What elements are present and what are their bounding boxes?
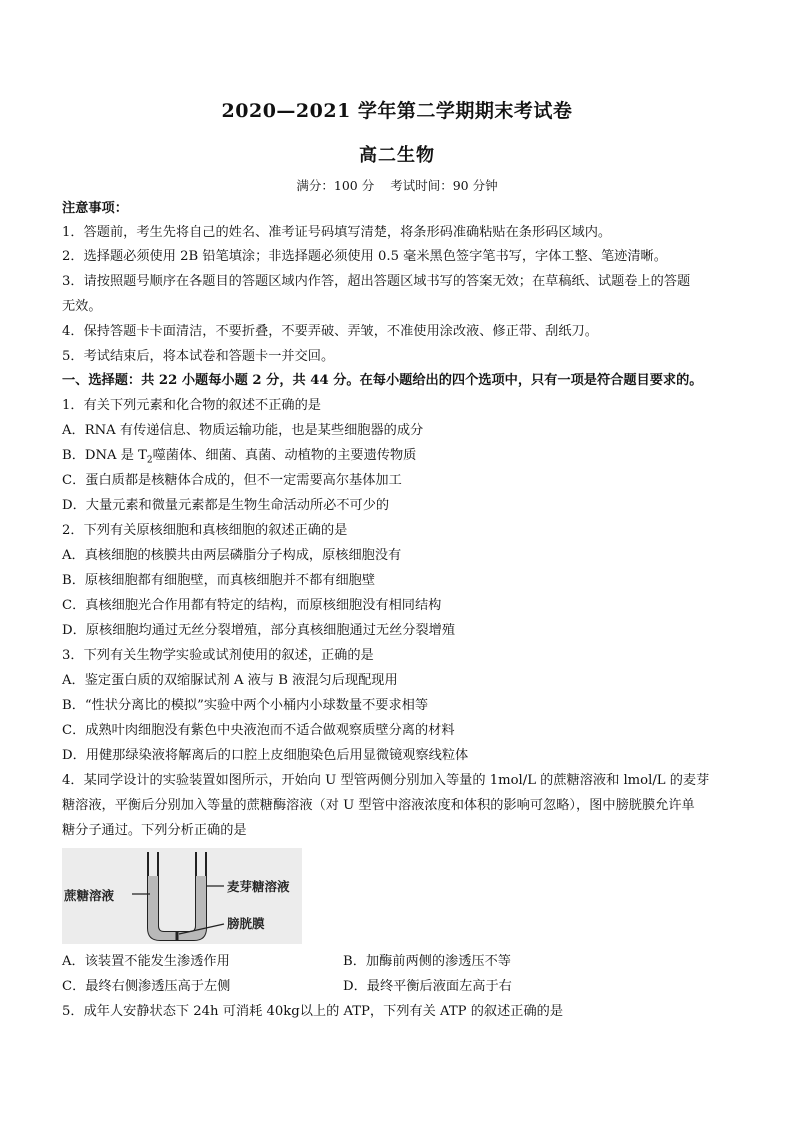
question-stem: 5．成年人安静状态下 24h 可消耗 40kg以上的 ATP，下列有关 ATP 的叙述正确的是: [62, 1004, 564, 1019]
u-tube-diagram: [62, 848, 302, 944]
exam-subject: 高二生物: [359, 145, 435, 166]
label-left: 蔗糖溶液: [64, 888, 115, 903]
question-stem: 2．下列有关原核细胞和真核细胞的叙述正确的是: [62, 523, 348, 538]
option-a: A．鉴定蛋白质的双缩脲试剂 A 液与 B 液混匀后现配现用: [62, 673, 398, 688]
note-item: 4．保持答题卡卡面清洁，不要折叠，不要弄破、弄皱，不准使用涂改液、修正带、刮纸刀。: [62, 324, 598, 339]
exam-title: 2020—2021 学年第二学期期末考试卷: [221, 100, 573, 122]
option-d: D．最终平衡后液面左高于右: [343, 979, 512, 994]
option-b: B．加酶前两侧的渗透压不等: [343, 954, 511, 969]
option-b: B．原核细胞都有细胞壁，而真核细胞并不都有细胞壁: [62, 573, 376, 588]
option-text: 噬菌体、细菌、真菌、动植物的主要遗传物质: [152, 448, 417, 463]
question-stem: 4．某同学设计的实验装置如图所示，开始向 U 型管两侧分别加入等量的 1mol/L 的蔗糖溶液和 lmol/L 的麦芽: [62, 773, 710, 788]
note-item: 2．选择题必须使用 2B 铅笔填涂；非选择题必须使用 0.5 毫米黑色签字笔书写，字体工整、笔迹清晰。: [62, 249, 667, 264]
note-item: 无效。: [62, 299, 102, 314]
question-stem: 糖溶液，平衡后分别加入等量的蔗糖酶溶液（对 U 型管中溶液浓度和体积的影响可忽略），图中膀胱膜允许单: [62, 798, 695, 813]
note-item: 1．答题前，考生先将自己的姓名、准考证号码填写清楚，将条形码准确粘贴在条形码区域内。: [62, 225, 612, 240]
option-c: C．蛋白质都是核糖体合成的，但不一定需要高尔基体加工: [62, 473, 402, 488]
option-d: D．用健那绿染液将解离后的口腔上皮细胞染色后用显微镜观察线粒体: [62, 748, 469, 763]
label-right-top: 麦芽糖溶液: [227, 879, 290, 894]
exam-meta: [0, 176, 794, 194]
option-b: B．“性状分离比的模拟”实验中两个小桶内小球数量不要求相等: [62, 698, 429, 713]
label-membrane: 膀胱膜: [227, 916, 265, 931]
section-heading: 一、选择题：共 22 小题每小题 2 分，共 44 分。在每小题给出的四个选项中，只有一项是符合题目要求的。: [62, 373, 703, 388]
option-c: C．成熟叶肉细胞没有紫色中央液泡而不适合做观察质壁分离的材料: [62, 723, 455, 738]
option-d: D．原核细胞均通过无丝分裂增殖，部分真核细胞通过无丝分裂增殖: [62, 623, 456, 638]
question-stem: 糖分子通过。下列分析正确的是: [62, 823, 247, 838]
question-stem: 1．有关下列元素和化合物的叙述不正确的是: [62, 398, 321, 413]
question-stem: 3．下列有关生物学实验或试剂使用的叙述，正确的是: [62, 648, 374, 663]
full-score: 满分：100 分: [296, 178, 375, 193]
notes-heading: 注意事项：: [62, 201, 128, 216]
note-item: 5．考试结束后，将本试卷和答题卡一并交回。: [62, 349, 335, 364]
option-a: A．真核细胞的核膜共由两层磷脂分子构成，原核细胞没有: [62, 548, 402, 563]
option-b: [62, 447, 742, 470]
option-c: C．最终右侧渗透压高于左侧: [62, 979, 231, 994]
option-a: A．该装置不能发生渗透作用: [62, 954, 230, 969]
subscript: 2: [146, 455, 153, 466]
option-text: B．DNA 是 T: [62, 448, 147, 463]
option-d: D．大量元素和微量元素都是生物生命活动所必不可少的: [62, 498, 390, 513]
option-c: C．真核细胞光合作用都有特定的结构，而原核细胞没有相同结构: [62, 598, 442, 613]
note-item: 3．请按照题号顺序在各题目的答题区域内作答，超出答题区域书写的答案无效；在草稿纸、试题卷上的答题: [62, 274, 691, 289]
option-a: A．RNA 有传递信息、物质运输功能，也是某些细胞器的成分: [62, 423, 424, 438]
u-tube-figure: [62, 848, 302, 944]
exam-time: 考试时间：90 分钟: [390, 178, 498, 193]
